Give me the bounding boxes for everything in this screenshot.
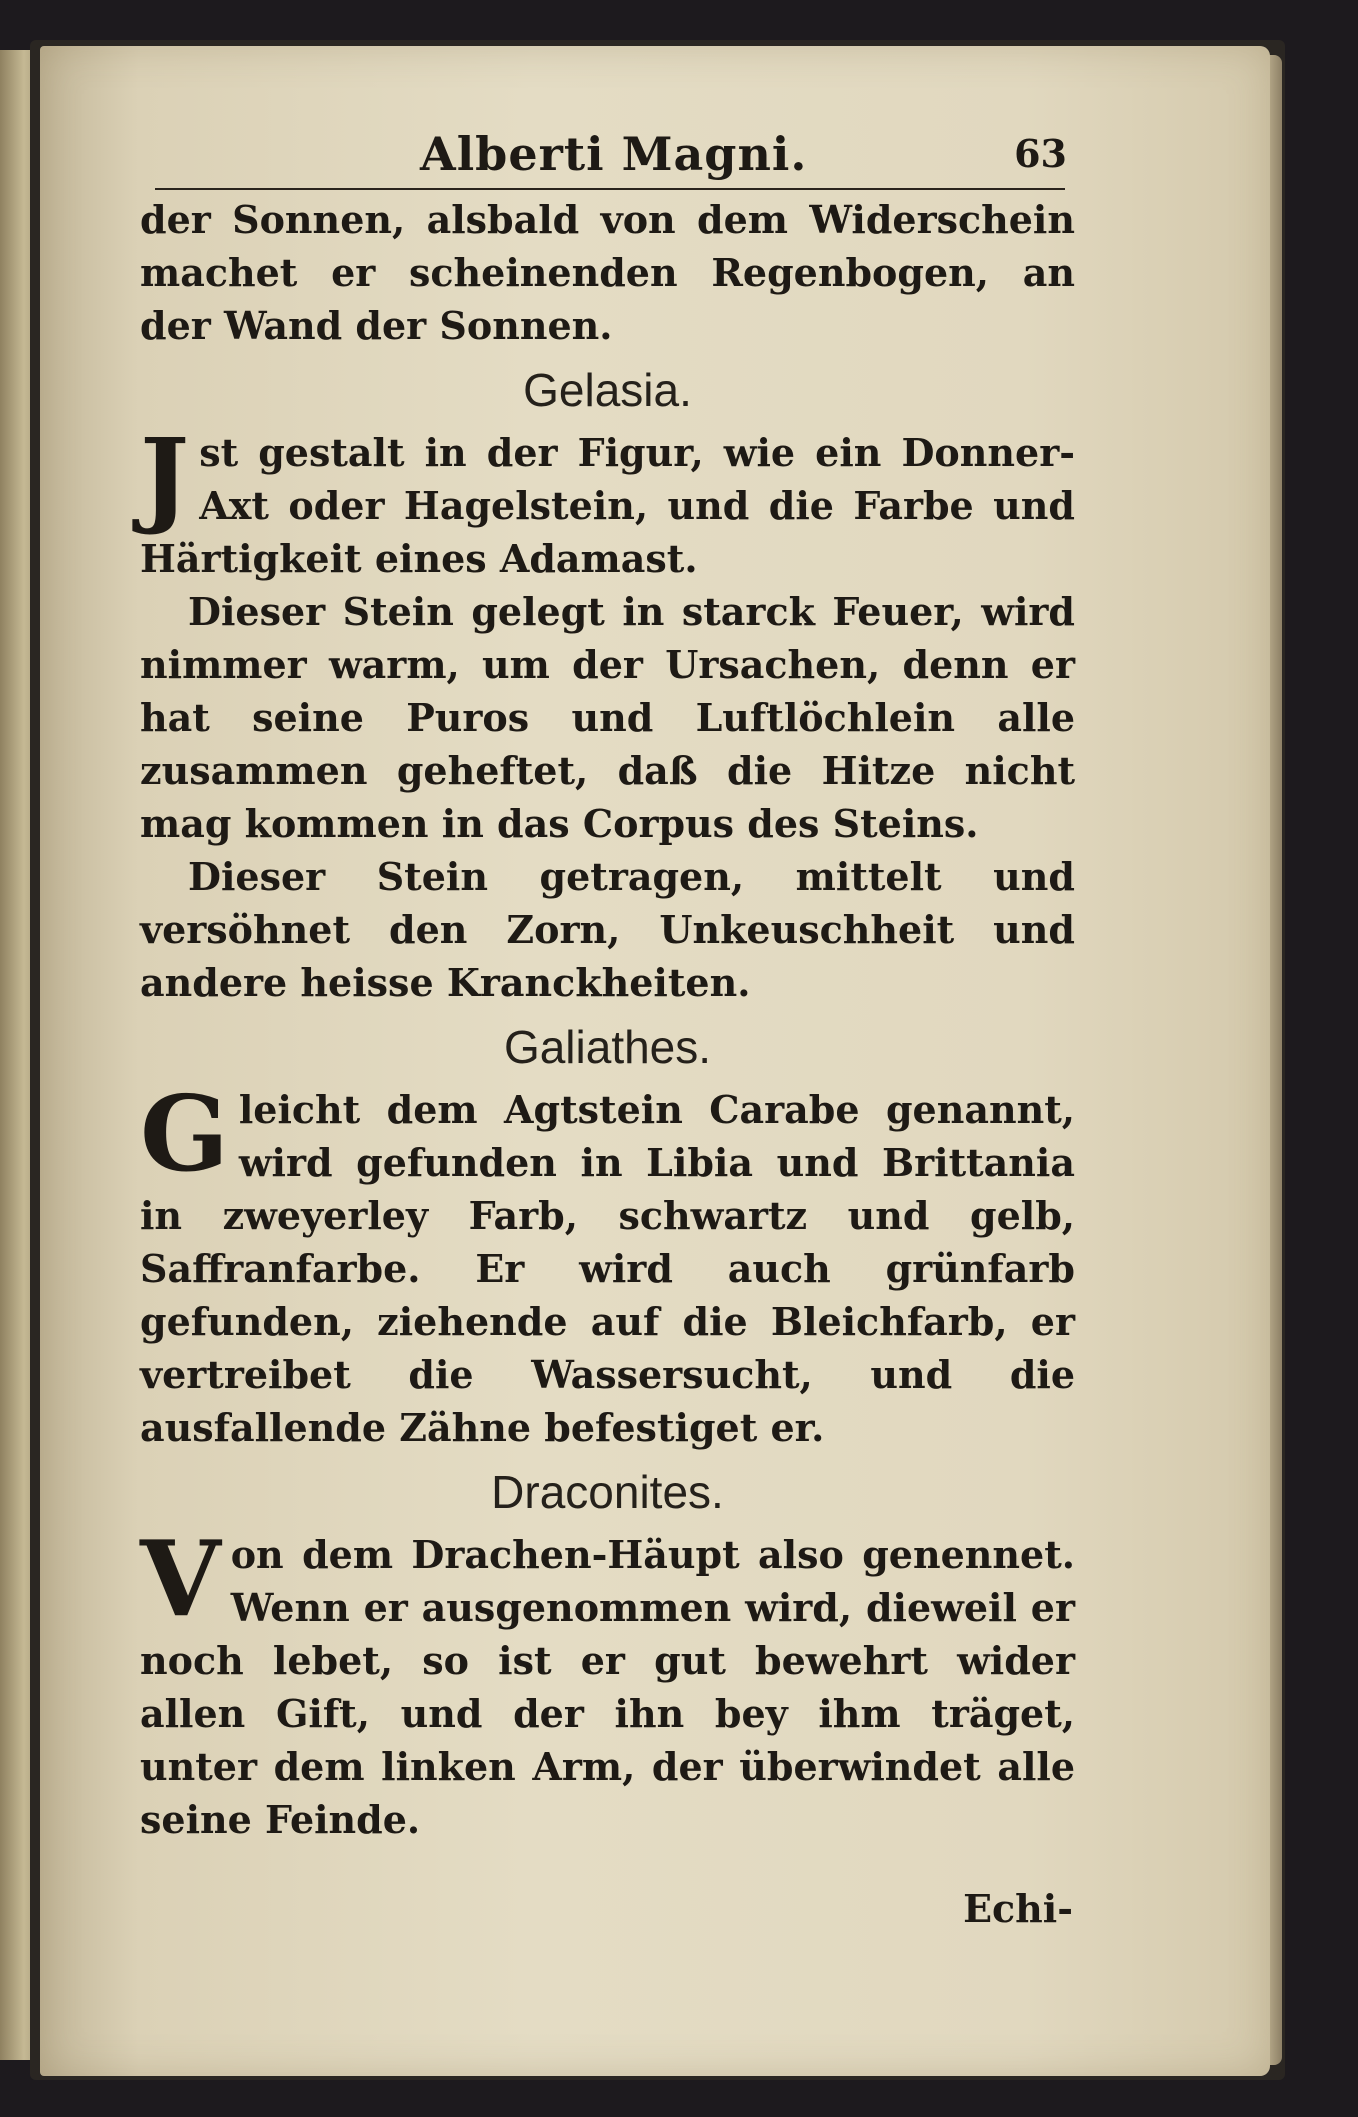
- body-text: [140, 193, 1075, 1935]
- section-heading-galiathes: Galiathes.: [503, 1021, 712, 1073]
- page-number: 63: [1014, 131, 1067, 176]
- section-heading-draconites: Draconites.: [491, 1466, 724, 1518]
- paragraph-gelasia-2: Dieser Stein gelegt in starck Feuer, wird nimmer warm, um der Ursachen, denn er hat seine Puros und Luftlöchlein alle zusammen geheftet, daß die Hitze nicht mag kommen in das Corpus des Steins.: [140, 589, 1075, 846]
- paragraph-gelasia-3: Dieser Stein getragen, mittelt und versöhnet den Zorn, Unkeuschheit und andere heisse Kranckheiten.: [140, 854, 1075, 1005]
- paragraph-draconites: [140, 1517, 1075, 1846]
- paragraph-gelasia-1-text: st gestalt in der Figur, wie ein Donner-Axt oder Hagelstein, und die Farbe und Härtigkeit eines Adamast.: [140, 430, 1075, 581]
- page-header: [140, 115, 1075, 181]
- running-title: Alberti Magni.: [420, 127, 808, 181]
- section-heading-gelasia: Gelasia.: [523, 364, 692, 416]
- paragraph-gelasia-1: [140, 415, 1075, 585]
- paragraph-draconites-text: on dem Drachen-Häupt also genennet. Wenn er ausgenommen wird, dieweil er noch lebet, so ist er gut bewehrt wider allen Gift, und der ihn bey ihm träget, unter dem linken Arm, der überwindet alle seine Feinde.: [140, 1532, 1075, 1842]
- paragraph-continuation: der Sonnen, alsbald von dem Widerschein machet er scheinenden Regenbogen, an der Wand der Sonnen.: [140, 197, 1075, 348]
- paragraph-galiathes: [140, 1072, 1075, 1454]
- header-rule: [155, 188, 1065, 190]
- drop-cap-j: J: [140, 415, 190, 538]
- page-content: [140, 115, 1075, 1935]
- paragraph-galiathes-text: leicht dem Agtstein Carabe genannt, wird gefunden in Libia und Brittania in zweyerley Farb, schwartz und gelb, Saffranfarbe. Er wird auch grünfarb gefunden, ziehende auf die Bleichfarb, er vertreibet die Wassersucht, und die ausfallende Zähne befestiget er.: [140, 1087, 1075, 1450]
- drop-cap-g: G: [140, 1072, 229, 1195]
- drop-cap-v: V: [140, 1517, 221, 1640]
- catchword: Echi-: [963, 1886, 1073, 1931]
